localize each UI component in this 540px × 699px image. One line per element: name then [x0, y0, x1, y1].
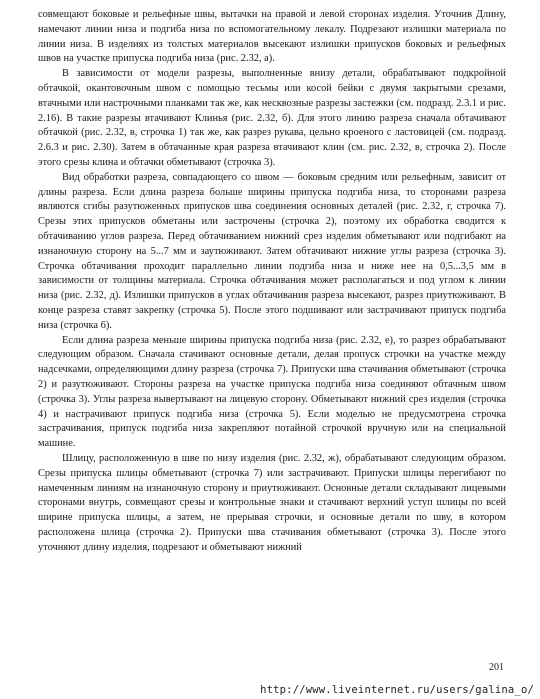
watermark-url[interactable]: http://www.liveinternet.ru/users/galina_o/	[260, 684, 534, 696]
paragraph-3: Вид обработки разреза, совпадающего со швом — боковым средним или рельефным, зависит от длины разреза. Если длина разреза больше ширины припуска подгиба низа, то сторонами разреза являются сгибы разутюженных припусков шва соединения основных деталей (рис. 2.32, г, строчка 7). Срезы этих припусков обметаны или застрочены (строчка 2), поэтому их обработка сводится к обтачиванию углов разреза. Перед обтачиванием нижний срез изделия обметывают или подгибают на изнаночную сторону на 5...7 мм и заутюживают. Затем обтачивают нижние углы разреза (строчка 3). Строчка обтачивания проходит параллельно линии подгиба низа и ниже нее на 0,5...3,5 мм в зависимости от толщины материала. Строчка обтачивания может располагаться и под углом к линии низа (рис. 2.32, д). Излишки припусков в углах обтачивания разреза высекают, разрез приутюживают. В конце разреза ставят закрепку (строчка 5). После этого подшивают или застрачивают припуск подгиба низа (строчка 6).	[38, 171, 506, 331]
paragraph-1: совмещают боковые и рельефные швы, вытачки на правой и левой сторонах изделия. Уточнив Длину, намечают линии низа и подгиба низа по вспомогательному лекалу. Подрезают излишки материала по линии низа. В изделиях из толстых материалов высекают излишки припусков боковых и рельефных швов на участке припуска подгиба низа (рис. 2.32, а).	[38, 9, 506, 65]
page-number: 201	[489, 662, 504, 673]
paragraph-4: Если длина разреза меньше ширины припуска подгиба низа (рис. 2.32, е), то разрез обрабатывают следующим образом. Сначала стачивают основные детали, делая пропуск строчки на участке между надсечками, определяющими длину разреза (строчка 7). Припуски шва стачивания обметывают (строчка 2) и разутюживают. Стороны разреза на участке припуска подгиба низа соединяют обтачным швом (строчка 3). Углы разреза вывертывают на лицевую сторону. Обметывают нижний срез изделия (строчка 4) и настрачивают припуск подгиба низа (строчка 5). Если моделью не предусмотрена строчка застрачивания, припуск подгиба низа закрепляют потайной строчкой вручную или на специальной машине.	[38, 334, 506, 450]
page-body	[38, 8, 506, 555]
paragraph-5: Шлицу, расположенную в шве по низу изделия (рис. 2.32, ж), обрабатывают следующим образом. Срезы припуска шлицы обметывают (строчка 7) или застрачивают. Припуски шлицы перегибают по намеченным линиям на изнаночную сторону и приутюживают. Основные детали складывают лицевыми сторонами внутрь, совмещают срезы и контрольные знаки и стачивают верхний уступ шлицы по всей ширине припуска шлицы, а затем, не прерывая строчки, и основные детали по шву, в котором расположена шлица (строчка 2). Припуски шва стачивания обметывают (строчка 3). После этого уточняют длину изделия, подрезают и обметывают нижний	[38, 452, 506, 553]
paragraph-2: В зависимости от модели разрезы, выполненные внизу детали, обрабатывают подкройной обтачкой, окантовочным швом с помощью тесьмы или косой бейки с двумя закрытыми срезами, втачными или настрочными планками так же, как несквозные разрезы застежки (см. подразд. 2.3.1 и рис. 2.16). В такие разрезы втачивают Клинья (рис. 2.32, б). Для этого линию разреза сначала обтачивают обтачкой (рис. 2.32, в, строчка 1) так же, как разрез рукава, цельно кроеного с ластовицей (см. подразд. 2.6.3 и рис. 2.30). Затем в обтачанные края разреза втачивают клин (см. рис. 2.32, в, строчка 2). После этого срезы клина и обтачки обметывают (строчка 3).	[38, 68, 506, 168]
